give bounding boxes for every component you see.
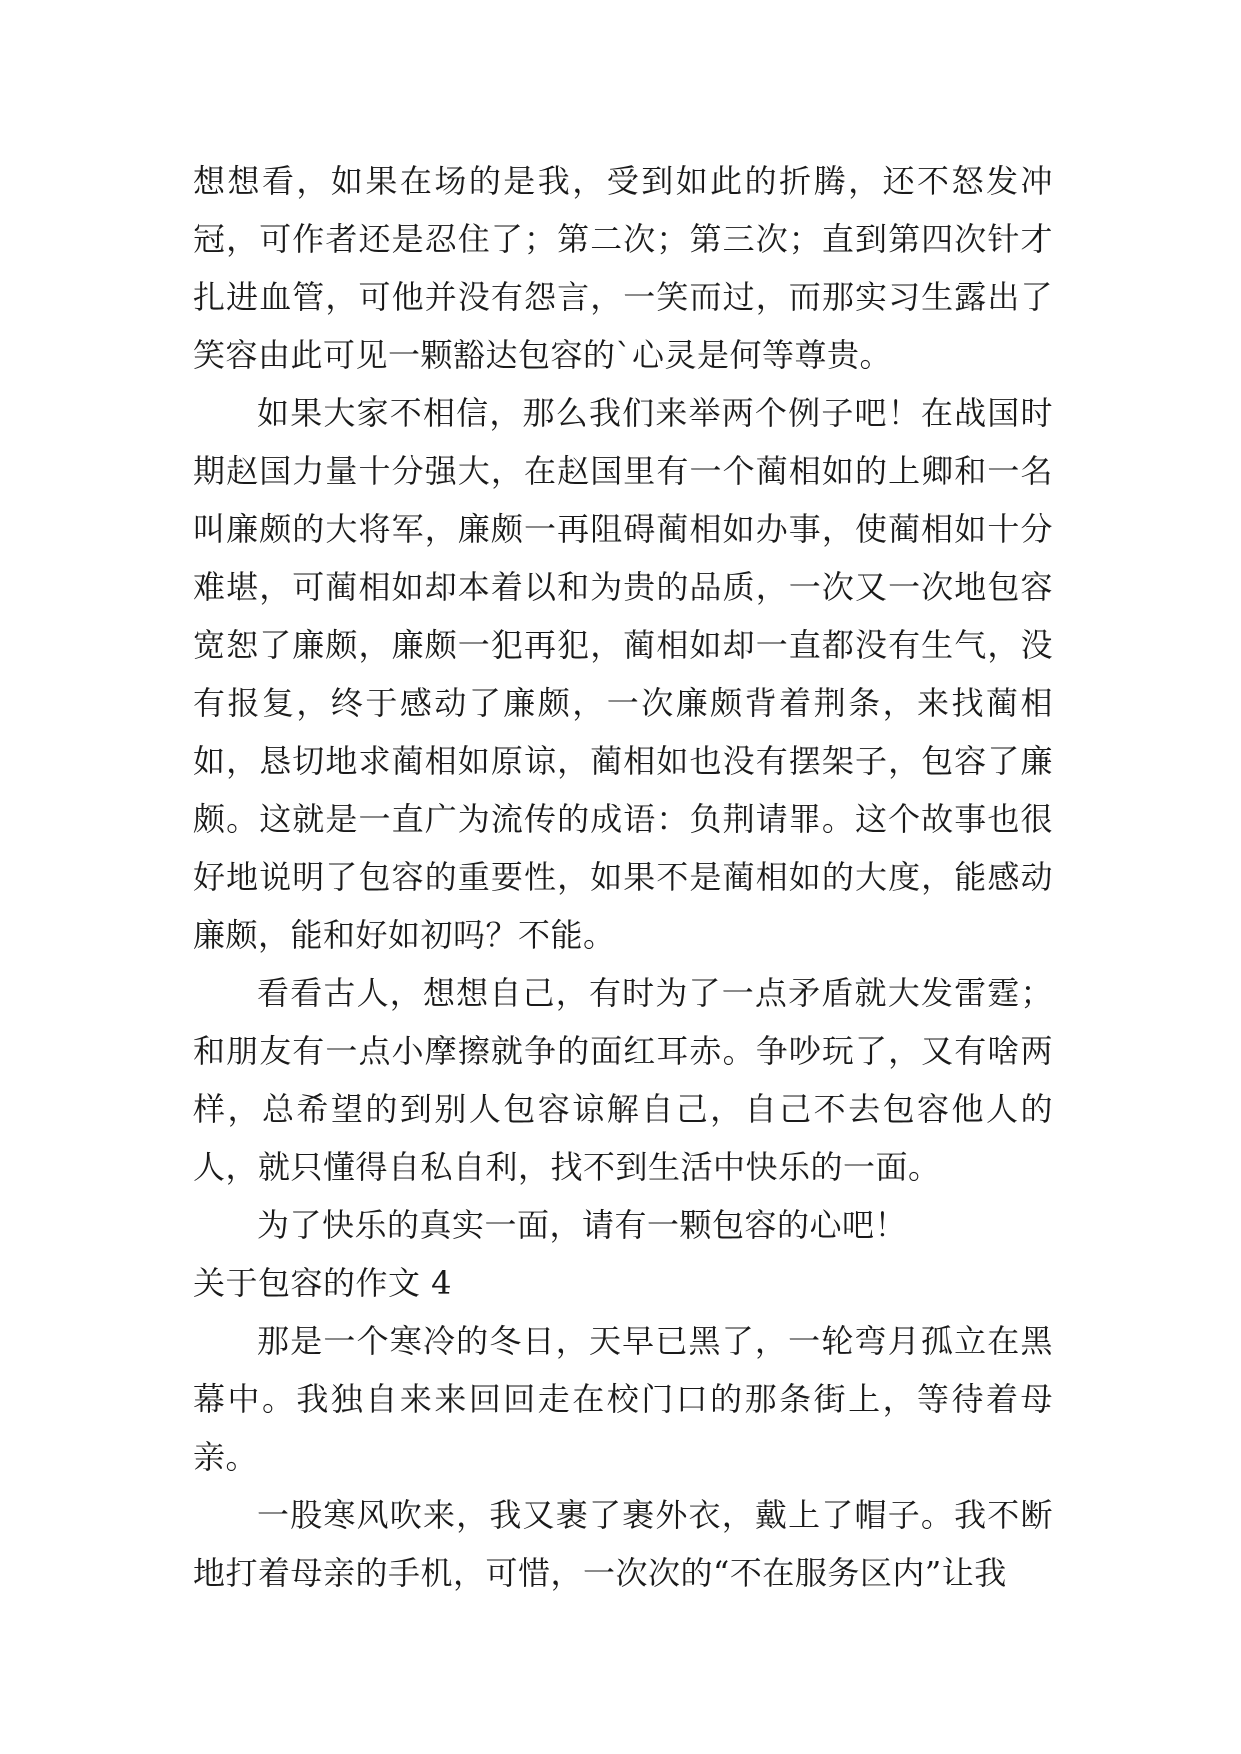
section-heading: 关于包容的作文 4 [193, 1264, 453, 1302]
paragraph-1: 想想看，如果在场的是我，受到如此的折腾，还不怒发冲冠，可作者还是忍住了；第二次；第三次；直到第四次针才扎进血管，可他并没有怨言，一笑而过，而那实习生露出了笑容由此可见一颗豁达包容的`心灵是何等尊贵。 [193, 162, 1053, 374]
section-paragraph-2: 一股寒风吹来，我又裹了裹外衣，戴上了帽子。我不断地打着母亲的手机，可惜，一次次的“不在服务区内”让我 [193, 1496, 1053, 1592]
paragraph-4: 为了快乐的真实一面，请有一颗包容的心吧！ [257, 1206, 908, 1244]
paragraph-3: 看看古人，想想自己，有时为了一点矛盾就大发雷霆；和朋友有一点小摩擦就争的面红耳赤。争吵玩了，又有啥两样，总希望的到别人包容谅解自己，自己不去包容他人的人，就只懂得自私自利，找不到生活中快乐的一面。 [193, 974, 1053, 1186]
section-paragraph-1: 那是一个寒冷的冬日，天早已黑了，一轮弯月孤立在黑幕中。我独自来来回回走在校门口的那条街上，等待着母亲。 [193, 1322, 1053, 1476]
document-body [193, 152, 1053, 1602]
paragraph-2: 如果大家不相信，那么我们来举两个例子吧！在战国时期赵国力量十分强大，在赵国里有一个蔺相如的上卿和一名叫廉颇的大将军，廉颇一再阻碍蔺相如办事，使蔺相如十分难堪，可蔺相如却本着以和为贵的品质，一次又一次地包容宽恕了廉颇，廉颇一犯再犯，蔺相如却一直都没有生气，没有报复，终于感动了廉颇，一次廉颇背着荆条，来找蔺相如，恳切地求蔺相如原谅，蔺相如也没有摆架子，包容了廉颇。这就是一直广为流传的成语：负荆请罪。这个故事也很好地说明了包容的重要性，如果不是蔺相如的大度，能感动廉颇，能和好如初吗？不能。 [193, 394, 1053, 954]
